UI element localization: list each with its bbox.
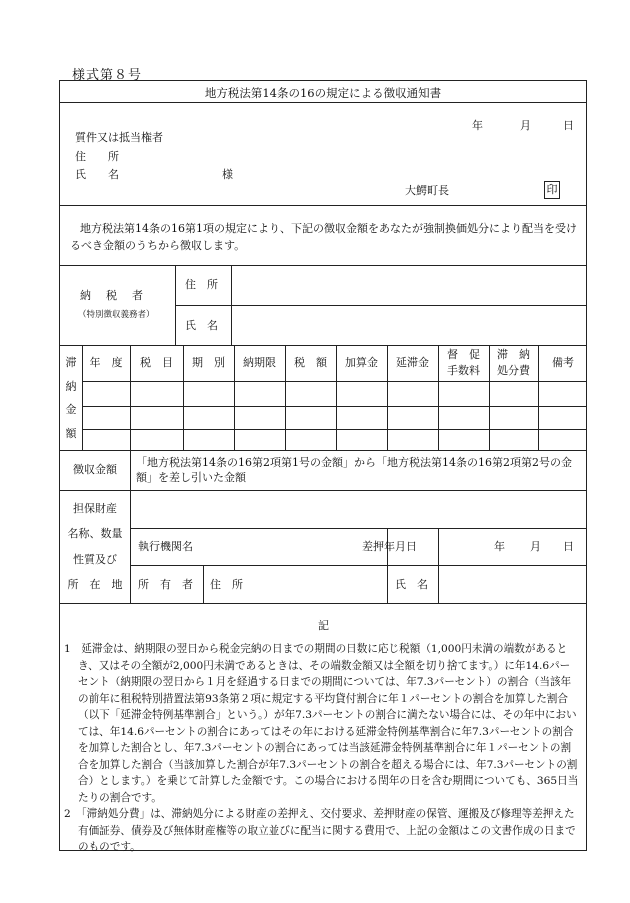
col-header-period: 期 別: [192, 356, 225, 370]
seal-mark: 印: [544, 181, 560, 199]
divider: [60, 265, 586, 266]
owner-name-label: 氏 名: [395, 578, 428, 591]
divider: [130, 490, 131, 603]
col-header-tax-amount: 税 額: [294, 356, 327, 370]
divider: [60, 205, 586, 206]
honorific: 様: [222, 168, 233, 181]
seizure-year: 年: [494, 540, 505, 553]
seizure-date-label: 差押年月日: [362, 540, 417, 553]
divider: [60, 450, 586, 451]
arrears-side-label: 滞 納 金 額: [65, 355, 77, 441]
col-header-remarks: 備考: [552, 356, 574, 370]
taxpayer-address-label: 住 所: [185, 278, 218, 291]
date-day: 日: [563, 119, 574, 132]
seizure-month: 月: [530, 540, 541, 553]
owner-address-label: 住 所: [210, 578, 243, 591]
recipient-name-label: 氏 名: [75, 168, 119, 181]
taxpayer-sublabel: （特別徴収義務者）: [78, 310, 155, 320]
recipient-address-label: 住 所: [75, 150, 119, 163]
notes-heading: 記: [318, 619, 329, 632]
col-header-year: 年 度: [89, 356, 123, 370]
issuer-name: 大鰐町長: [405, 184, 449, 197]
owner-label: 所 有 者: [138, 578, 193, 591]
form-title: 地方税法第14条の16の規定による徴収通知書: [204, 86, 442, 100]
col-header-late-fee: 延滞金: [396, 356, 429, 370]
divider: [60, 490, 586, 491]
note-item: 2 「滞納処分費」は、滞納処分による財産の差押え、交付要求、差押財産の保管、運搬及び修理等差押えた有価証券、債券及び無体財産権等の取立並びに配当に関する費用で、上記の金額はこの文書作成の日までのものです。: [64, 808, 576, 853]
notes: [64, 641, 579, 856]
seizure-day: 日: [563, 540, 574, 553]
divider: [130, 528, 586, 529]
divider: [438, 528, 439, 603]
taxpayer-label: 納 税 者: [80, 289, 145, 302]
col-header-additional: 加算金: [345, 356, 378, 370]
collection-text: 「地方税法第14条の16第2項第1号の金額」から「地方税法第14条の16第2項第2号の金額」を差し引いた金額: [136, 456, 572, 484]
date-month: 月: [520, 119, 531, 132]
agency-label: 執行機関名: [138, 540, 193, 553]
taxpayer-name-label: 氏 名: [185, 319, 218, 332]
form-number: 様式第８号: [72, 68, 143, 83]
date-year: 年: [472, 119, 483, 132]
notice-form: [59, 80, 587, 851]
divider: [82, 406, 586, 407]
col-header-tax-item: 税 目: [140, 356, 173, 370]
divider: [82, 429, 586, 430]
divider: [60, 102, 586, 103]
note-item: 1 延滞金は、納期限の翌日から税金完納の日までの期間の日数に応じ税額（1,000円未満の端数があるとき、又はその全額が2,000円未満であるときは、その端数金額又は全額を切り捨てます。）に年14.6パーセント（納期限の翌日から１月を経過する日までの期間については、年7.3パーセント）の割合（当該年の前年に租税特別措置法第93条第２項に規定する平均貸付割合に年１パーセントの割合を加算した割合（以下「延滞金特例基準割合」という。）が年7.3パーセントの割合に満たない場合には、その年中においては、年14.6パーセントの割合にあってはその年における延滞金特例基準割合に年7.3パーセントの割合を加算した割合とし、年7.3パーセントの割合にあっては当該延滞金特例基準割合に年１パーセントの割合を加算した割合（当該加算した割合が年7.3パーセントの割合を超える場合には、年7.3パーセントの割合）とします。）を乗じて計算した金額です。この場合における閏年の日を含む期間についても、365日当たりの割合です。: [64, 643, 579, 804]
divider: [82, 381, 586, 382]
col-header-disposition-cost: 滞 納 処分費: [497, 348, 530, 377]
divider: [60, 603, 586, 604]
intro-text: 地方税法第14条の16第1項の規定により、下記の徴収金額をあなたが強制換価処分により配当を受けるべき金額のうちから徴収します。: [70, 222, 577, 252]
divider: [203, 565, 204, 603]
collateral-side-label: 担保財産 名称、数量 性質及び 所 在 地: [67, 502, 123, 592]
col-header-due-date: 納期限: [243, 356, 276, 370]
recipient-heading: 質件又は抵当権者: [75, 131, 163, 144]
divider: [175, 305, 586, 306]
divider: [130, 565, 586, 566]
divider: [130, 450, 131, 490]
col-header-demand-fee: 督 促 手数料: [447, 348, 480, 377]
collection-label: 徴収金額: [73, 463, 117, 477]
